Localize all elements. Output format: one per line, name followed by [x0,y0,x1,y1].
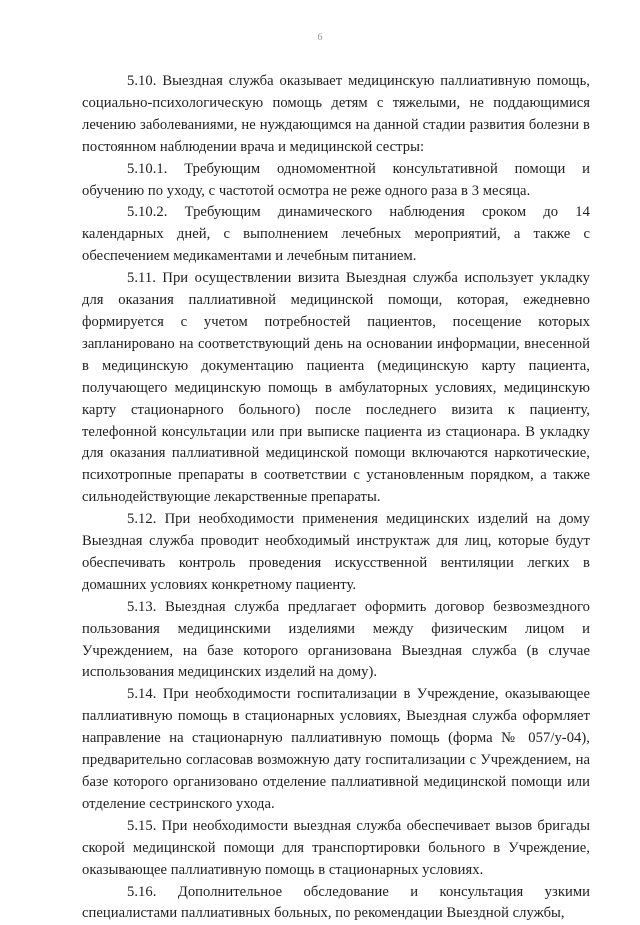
paragraph-5-10-1: 5.10.1. Требующим одномоментной консультативной помощи и обучению по уходу, с частотой осмотра не реже одного раза в 3 месяца. [82,160,590,199]
paragraph-5-11: 5.11. При осуществлении визита Выездная служба использует укладку для оказания паллиативной медицинской помощи, которая, ежедневно формируется с учетом потребностей пациентов, посещение которых запланировано на соответствующий день на основании информации, внесенной в медицинскую документацию пациента (медицинскую карту пациента, получающего медицинскую помощь в амбулаторных условиях, медицинскую карту стационарного больного) после последнего визита к пациенту, телефонной консультации или при выписке пациента из стационара. В укладку для оказания паллиативной медицинской помощи включаются наркотические, психотропные препараты в соответствии с установленным порядком, а также сильнодействующие лекарственные препараты. [82,270,590,506]
paragraph-5-15: 5.15. При необходимости выездная служба обеспечивает вызов бригады скорой медицинской помощи для транспортировки больного в Учреждение, оказывающее паллиативную помощь в стационарных условиях. [82,817,590,878]
paragraph-5-10-2: 5.10.2. Требующим динамического наблюдения сроком до 14 календарных дней, с выполнением лечебных мероприятий, а также с обеспечением медикаментами и лечебным питанием. [82,204,590,265]
paragraph-5-10: 5.10. Выездная служба оказывает медицинскую паллиативную помощь, социально-психологическую помощь детям с тяжелыми, не поддающимися лечению заболеваниями, не нуждающимся на данной стадии развития болезни в постоянном наблюдении врача и медицинской сестры: [82,73,590,155]
paragraph-5-14: 5.14. При необходимости госпитализации в Учреждение, оказывающее паллиативную помощь в стационарных условиях, Выездная служба оформляет направление на стационарную паллиативную помощь (форма № 057/у-04), предварительно согласовав возможную дату госпитализации с Учреждением, на базе которого организовано отделение паллиативной медицинской помощи или отделение сестринского ухода. [82,686,590,812]
paragraph-5-13: 5.13. Выездная служба предлагает оформить договор безвозмездного пользования медицинскими изделиями между физическим лицом и Учреждением, на базе которого организована Выездная служба (в случае использования медицинских изделий на дому). [82,598,590,681]
document-body [82,71,590,925]
page-number: 6 [317,32,323,43]
paragraph-5-12: 5.12. При необходимости применения медицинских изделий на дому Выездная служба проводит необходимый инструктаж для лиц, которые будут обеспечивать контроль проведения искусственной вентиляции легких в домашних условиях конкретному пациенту. [82,511,590,593]
paragraph-5-16: 5.16. Дополнительное обследование и консультация узкими специалистами паллиативных больных, по рекомендации Выездной службы, [82,883,590,922]
